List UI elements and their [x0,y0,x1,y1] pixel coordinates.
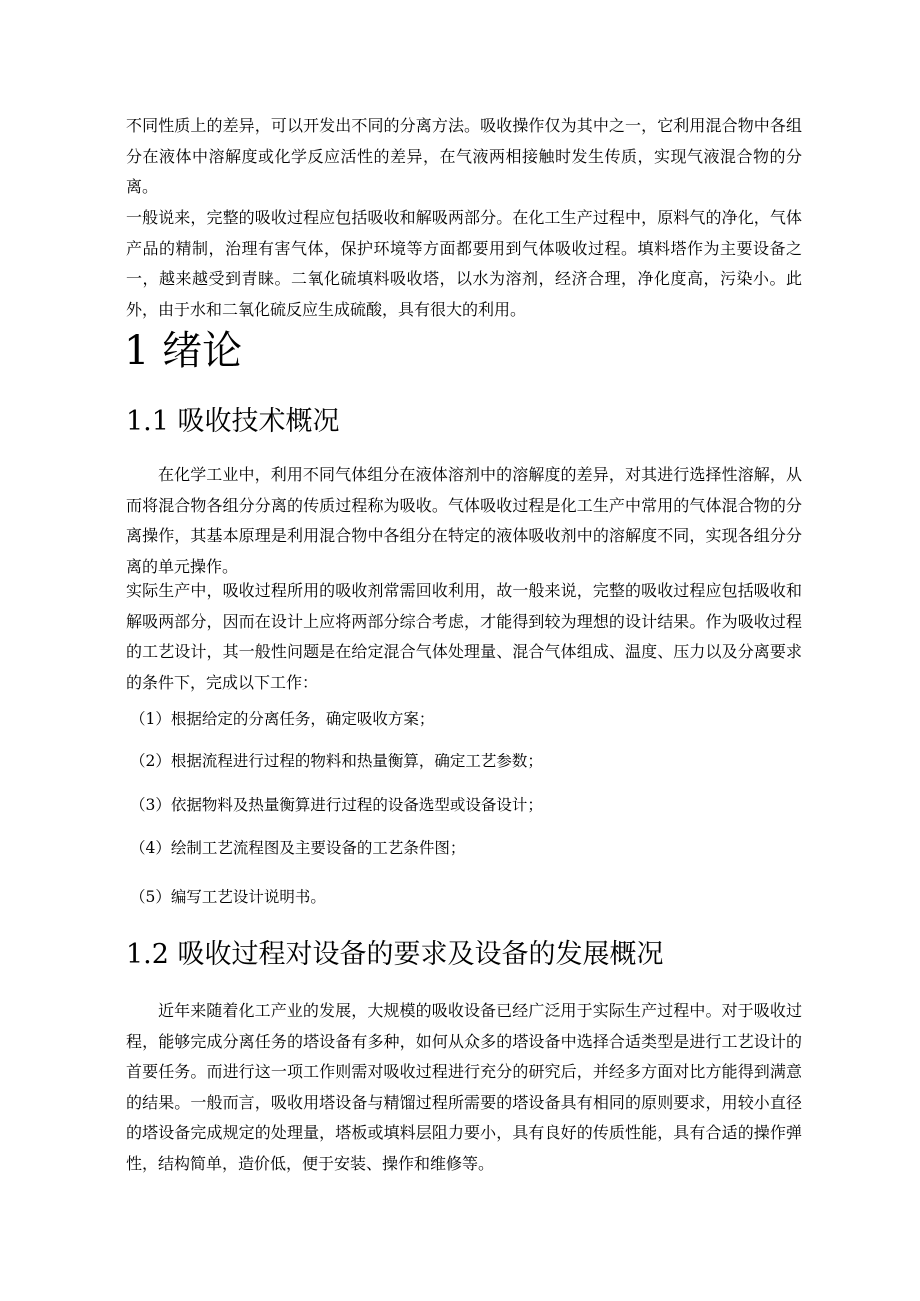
intro-paragraph-2: 一般说来，完整的吸收过程应包括吸收和解吸两部分。在化工生产过程中，原料气的净化，气体产品的精制，治理有害气体，保护环境等方面都要用到气体吸收过程。填料塔作为主要设备之一，越来越受到青睐。二氧化硫填料吸收塔，以水为溶剂，经济合理，净化度高，污染小。此外，由于水和二氧化硫反应生成硫酸，具有很大的利用。 [126,208,802,319]
list-item: （3）依据物料及热量衡算进行过程的设备选型或设备设计； [130,796,543,814]
list-item: （2）根据流程进行过程的物料和热量衡算，确定工艺参数； [130,752,543,770]
intro-paragraph-1: 不同性质上的差异，可以开发出不同的分离方法。吸收操作仅为其中之一，它利用混合物中各组分在液体中溶解度或化学反应活性的差异，在气液两相接触时发生传质，实现气液混合物的分离。 [126,116,802,196]
section-1-1-paragraph-1: 在化学工业中，利用不同气体组分在液体溶剂中的溶解度的差异，对其进行选择性溶解，从而将混合物各组分分离的传质过程称为吸收。气体吸收过程是化工生产中常用的气体混合物的分离操作，其基本原理是利用混合物中各组分在特定的液体吸收剂中的溶解度不同，实现各组分分离的单元操作。 [126,465,802,576]
section-1-1-title: 1.1 吸收技术概况 [126,406,340,437]
section-1-1-paragraph-2: 实际生产中，吸收过程所用的吸收剂常需回收利用，故一般来说，完整的吸收过程应包括吸收和解吸两部分，因而在设计上应将两部分综合考虑，才能得到较为理想的设计结果。作为吸收过程的工艺设计，其一般性问题是在给定混合气体处理量、混合气体组成、温度、压力以及分离要求的条件下，完成以下工作： [126,581,802,692]
chapter-title: 1 绪论 [124,328,243,374]
list-item: （1）根据给定的分离任务，确定吸收方案； [130,710,435,728]
section-1-2-paragraph-1: 近年来随着化工产业的发展，大规模的吸收设备已经广泛用于实际生产过程中。对于吸收过程，能够完成分离任务的塔设备有多种，如何从众多的塔设备中选择合适类型是进行工艺设计的首要任务。而进行这一项工作则需对吸收过程进行充分的研究后，并经多方面对比方能得到满意的结果。一般而言，吸收用塔设备与精馏过程所需要的塔设备具有相同的原则要求，用较小直径的塔设备完成规定的处理量，塔板或填料层阻力要小，具有良好的传质性能，具有合适的操作弹性，结构简单，造价低，便于安装、操作和维修等。 [126,1001,802,1173]
list-item: （5）编写工艺设计说明书。 [130,888,326,906]
list-item: （4）绘制工艺流程图及主要设备的工艺条件图； [130,839,466,857]
section-1-2-title: 1.2 吸收过程对设备的要求及设备的发展概况 [126,939,664,970]
